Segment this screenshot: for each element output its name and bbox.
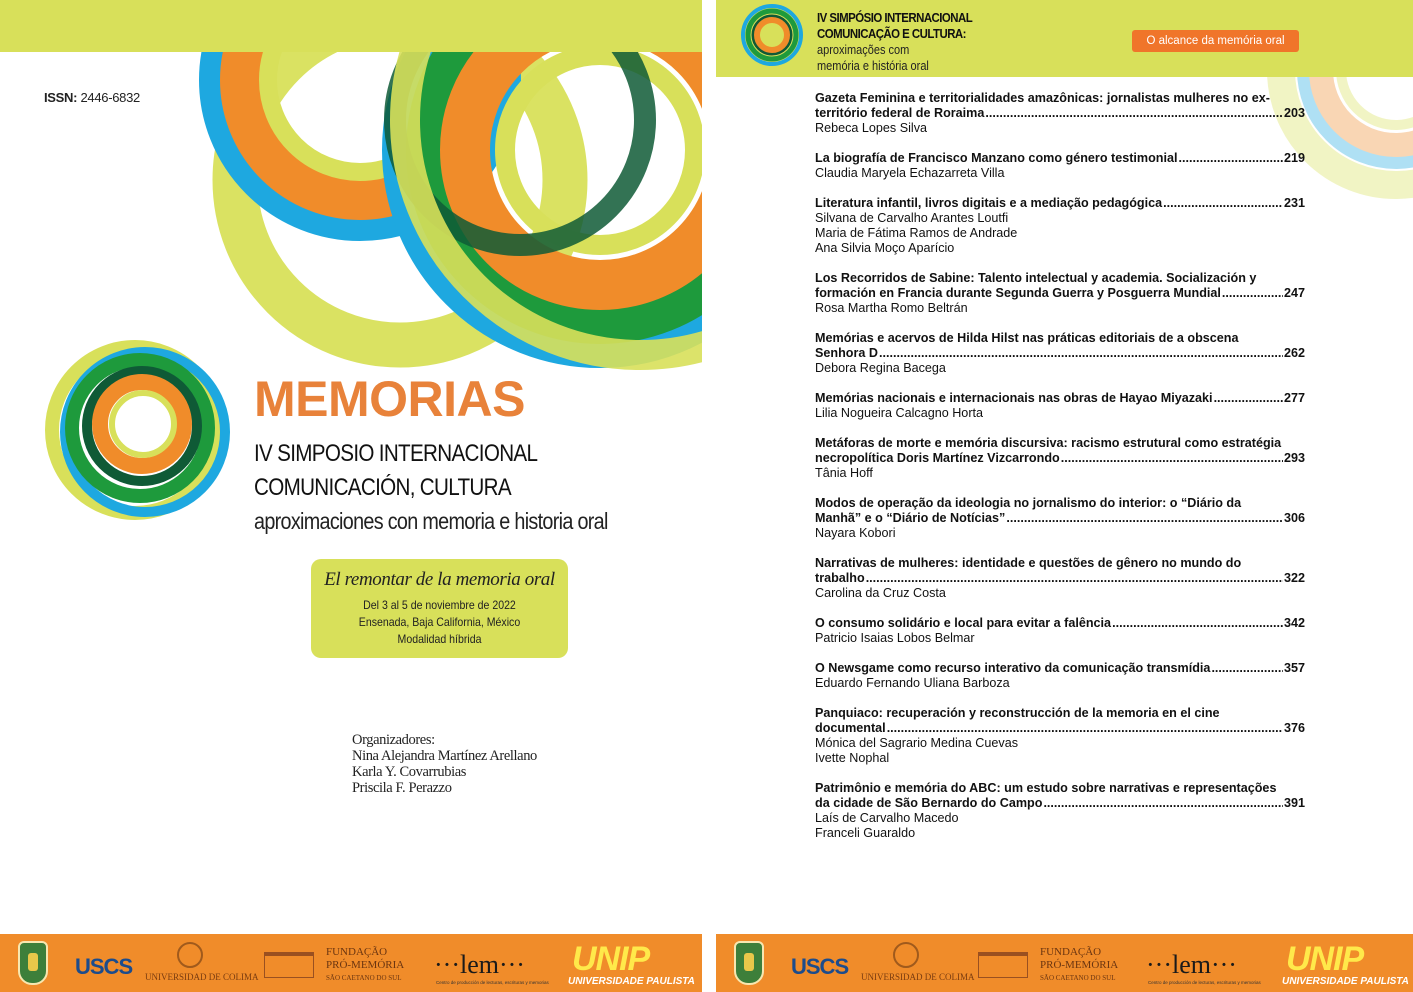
- toc-entry-title: [815, 781, 1305, 811]
- toc-title-line: [815, 616, 1305, 631]
- toc-page-number: 231: [1283, 196, 1305, 210]
- toc-entry[interactable]: [815, 661, 1305, 691]
- toc-title-line: [815, 151, 1305, 166]
- symposium-line-1: IV SIMPOSIO INTERNACIONAL: [254, 440, 538, 467]
- unip-logo-subtitle: UNIVERSIDADE PAULISTA: [1282, 976, 1409, 987]
- toc-page-number: 357: [1283, 661, 1305, 675]
- toc-title-text: da cidade de São Bernardo do Campo: [815, 796, 1043, 810]
- toc-title-line: [815, 796, 1305, 811]
- toc-header-title-line-1: IV SIMPÓSIO INTERNACIONAL: [817, 10, 973, 25]
- toc-leader-dots: [1179, 151, 1283, 166]
- toc-title-text: Memórias e acervos de Hilda Hilst nas práticas editoriais de a obscena: [815, 331, 1239, 345]
- event-info-box: [311, 559, 568, 658]
- toc-entry-author: Nayara Kobori: [815, 526, 896, 540]
- toc-entry[interactable]: [815, 781, 1305, 841]
- page-gutter: [702, 0, 716, 992]
- sponsor-footer: [716, 934, 1413, 992]
- cover-title: MEMORIAS: [254, 371, 525, 427]
- toc-title-text: Literatura infantil, livros digitais e a mediação pedagógica: [815, 196, 1163, 210]
- toc-title-line: [815, 556, 1305, 571]
- toc-title-text: Narrativas de mulheres: identidade e questões de gênero no mundo do: [815, 556, 1242, 570]
- toc-entry-title: [815, 706, 1305, 736]
- fundacao-line-2: PRÓ-MEMÓRIA: [1040, 959, 1119, 971]
- toc-title-line: [815, 286, 1305, 301]
- sponsor-footer: [0, 934, 702, 992]
- toc-entry[interactable]: [815, 91, 1305, 136]
- toc-entry[interactable]: [815, 151, 1305, 181]
- fundacao-line-3: SÃO CAETANO DO SUL: [326, 974, 402, 982]
- toc-page-number: 262: [1283, 346, 1305, 360]
- toc-entry[interactable]: [815, 706, 1305, 766]
- toc-leader-dots: [887, 721, 1283, 736]
- fundacao-logo-text: [1040, 946, 1118, 985]
- ucol-logo-text: UNIVERSIDAD DE COLIMA: [861, 972, 975, 982]
- toc-entry[interactable]: [815, 556, 1305, 601]
- toc-header-subtitle-line-1: aproximações com: [817, 43, 910, 57]
- toc-title-text: O Newsgame como recurso interativo da comunicação transmídia: [815, 661, 1211, 675]
- toc-leader-dots: [866, 571, 1283, 586]
- uabc-shield-logo: [18, 941, 48, 985]
- toc-entry-author: Laís de Carvalho Macedo: [815, 811, 959, 825]
- toc-entry-title: [815, 556, 1305, 586]
- toc-title-line: [815, 91, 1305, 106]
- toc-entry-author: Carolina da Cruz Costa: [815, 586, 946, 600]
- issn: [44, 90, 140, 105]
- toc-entry-title: [815, 271, 1305, 301]
- toc-title-text: necropolítica Doris Martínez Vizcarrondo: [815, 451, 1060, 465]
- organizer-name: Priscila F. Perazzo: [352, 780, 452, 796]
- toc-entry[interactable]: [815, 391, 1305, 421]
- ucol-seal-logo: [177, 942, 203, 968]
- toc-title-line: [815, 451, 1305, 466]
- toc-entry[interactable]: [815, 271, 1305, 316]
- toc-page-number: 293: [1283, 451, 1305, 465]
- toc-leader-dots: [1163, 196, 1283, 211]
- lem-logo-subtitle: Centro de producción de lecturas, escrituras y memorias: [436, 980, 549, 985]
- toc-title-text: Panquiaco: recuperación y reconstrucción de la memoria en el cine: [815, 706, 1220, 720]
- toc-leader-dots: [1112, 616, 1283, 631]
- toc-page-number: 247: [1283, 286, 1305, 300]
- toc-entry-author: Maria de Fátima Ramos de Andrade: [815, 226, 1018, 240]
- lem-logo: ···lem···: [434, 950, 525, 979]
- toc-entry[interactable]: [815, 196, 1305, 256]
- toc-entry-author: Tânia Hoff: [815, 466, 873, 480]
- toc-entry-author: Silvana de Carvalho Arantes Loutfi: [815, 211, 1009, 225]
- table-of-contents: [815, 91, 1305, 856]
- toc-entry-author: Eduardo Fernando Uliana Barboza: [815, 676, 1010, 690]
- unip-logo: UNIP: [572, 940, 650, 978]
- toc-entry-title: [815, 391, 1305, 406]
- organizers-block: [352, 732, 537, 796]
- toc-title-line: [815, 271, 1305, 286]
- toc-header-ring-logo: [740, 3, 804, 67]
- toc-title-text: O consumo solidário e local para evitar a falência: [815, 616, 1112, 630]
- unip-logo: UNIP: [1286, 940, 1364, 978]
- issn-label: ISSN:: [44, 90, 78, 105]
- fundacao-building-logo: [978, 952, 1028, 978]
- toc-entry[interactable]: [815, 496, 1305, 541]
- lem-logo: ···lem···: [1146, 950, 1237, 979]
- fundacao-line-1: FUNDAÇÃO: [1040, 946, 1102, 958]
- toc-title-text: Gazeta Feminina e territorialidades amazônicas: jornalistas mulheres no ex-: [815, 91, 1270, 105]
- toc-title-line: [815, 496, 1305, 511]
- toc-title-text: documental: [815, 721, 886, 735]
- issn-value: 2446-6832: [80, 90, 140, 105]
- toc-entry-title: [815, 331, 1305, 361]
- toc-leader-dots: [985, 106, 1283, 121]
- toc-leader-dots: [879, 346, 1283, 361]
- toc-leader-dots: [1006, 511, 1283, 526]
- toc-entry[interactable]: [815, 331, 1305, 376]
- toc-entry-author: Rosa Martha Romo Beltrán: [815, 301, 968, 315]
- ucol-seal-logo: [893, 942, 919, 968]
- symposium-line-3: aproximaciones con memoria e historia oral: [254, 508, 608, 534]
- fundacao-line-3: SÃO CAETANO DO SUL: [1040, 974, 1116, 982]
- toc-leader-dots: [1211, 661, 1283, 676]
- toc-title-line: [815, 706, 1305, 721]
- toc-entry-author: Mónica del Sagrario Medina Cuevas: [815, 736, 1019, 750]
- toc-entry-author: Ivette Nophal: [815, 751, 890, 765]
- toc-title-text: território federal de Roraima: [815, 106, 985, 120]
- toc-entry-author: Patricio Isaias Lobos Belmar: [815, 631, 975, 645]
- fundacao-logo-text: [326, 946, 404, 985]
- fundacao-line-2: PRÓ-MEMÓRIA: [326, 959, 405, 971]
- toc-page-number: 306: [1283, 511, 1305, 525]
- toc-title-line: [815, 331, 1305, 346]
- toc-header-title-line-2: COMUNICAÇÃO E CULTURA:: [817, 26, 966, 41]
- toc-title-line: [815, 571, 1305, 586]
- toc-leader-dots: [1043, 796, 1283, 811]
- toc-page-number: 376: [1283, 721, 1305, 735]
- event-mode: Modalidad híbrida: [397, 632, 482, 646]
- toc-title-text: La biografía de Francisco Manzano como género testimonial: [815, 151, 1178, 165]
- uscs-logo: USCS: [791, 954, 849, 979]
- toc-leader-dots: [1214, 391, 1283, 406]
- toc-title-text: Modos de operação da ideologia no jornalismo do interior: o “Diário da: [815, 496, 1242, 510]
- fundacao-line-1: FUNDAÇÃO: [326, 946, 388, 958]
- toc-page-number: 277: [1283, 391, 1305, 405]
- uabc-shield-logo: [734, 941, 764, 985]
- toc-page-number: 203: [1283, 106, 1305, 120]
- ucol-logo-text: UNIVERSIDAD DE COLIMA: [145, 972, 259, 982]
- uscs-logo: USCS: [75, 954, 133, 979]
- toc-title-line: [815, 661, 1305, 676]
- toc-title-text: Senhora D: [815, 346, 878, 360]
- toc-page: [716, 0, 1413, 992]
- toc-title-line: [815, 781, 1305, 796]
- toc-leader-dots: [1061, 451, 1283, 466]
- organizer-name: Nina Alejandra Martínez Arellano: [352, 748, 537, 764]
- toc-page-number: 219: [1283, 151, 1305, 165]
- toc-title-line: [815, 511, 1305, 526]
- toc-leader-dots: [1222, 286, 1283, 301]
- toc-title-text: formación en Francia durante Segunda Guerra y Posguerra Mundial: [815, 286, 1221, 300]
- toc-page-number: 322: [1283, 571, 1305, 585]
- lem-logo-subtitle: Centro de producción de lecturas, escrituras y memorias: [1148, 980, 1261, 985]
- toc-title-text: Metáforas de morte e memória discursiva: racismo estrutural como estratégia: [815, 436, 1282, 450]
- toc-entry-title: [815, 91, 1305, 121]
- toc-title-line: [815, 391, 1305, 406]
- toc-entry-author: Franceli Guaraldo: [815, 826, 916, 840]
- cover-small-ring: [52, 347, 225, 513]
- toc-entry-title: [815, 661, 1305, 676]
- organizers-label: Organizadores:: [352, 732, 435, 748]
- toc-entry-title: [815, 196, 1305, 211]
- toc-title-text: Los Recorridos de Sabine: Talento intelectual y academia. Socialización y: [815, 271, 1257, 285]
- cover-page: [0, 0, 702, 992]
- toc-page-number: 391: [1283, 796, 1305, 810]
- toc-title-text: Patrimônio e memória do ABC: um estudo sobre narrativas e representações: [815, 781, 1277, 795]
- toc-title-text: trabalho: [815, 571, 865, 585]
- toc-entry-title: [815, 151, 1305, 166]
- toc-title-text: Manhã” e o “Diário de Notícias”: [815, 511, 1006, 525]
- toc-entry[interactable]: [815, 436, 1305, 481]
- toc-entry-author: Claudia Maryela Echazarreta Villa: [815, 166, 1005, 180]
- event-dates: Del 3 al 5 de noviembre de 2022: [363, 598, 516, 612]
- toc-entry[interactable]: [815, 616, 1305, 646]
- toc-entry-title: [815, 436, 1305, 466]
- toc-header-subtitle-line-2: memória e história oral: [817, 59, 929, 73]
- toc-entry-author: Lilia Nogueira Calcagno Horta: [815, 406, 984, 420]
- toc-entry-author: Debora Regina Bacega: [815, 361, 946, 375]
- toc-title-line: [815, 106, 1305, 121]
- toc-title-line: [815, 721, 1305, 736]
- toc-theme-badge: O alcance da memória oral: [1132, 30, 1299, 52]
- event-place: Ensenada, Baja California, México: [358, 615, 521, 629]
- toc-entry-author: Rebeca Lopes Silva: [815, 121, 928, 135]
- symposium-line-2: COMUNICACIÓN, CULTURA: [254, 474, 511, 501]
- toc-page-number: 342: [1283, 616, 1305, 630]
- toc-title-line: [815, 196, 1305, 211]
- toc-entry-title: [815, 496, 1305, 526]
- toc-title-text: Memórias nacionais e internacionais nas obras de Hayao Miyazaki: [815, 391, 1213, 405]
- event-theme: El remontar de la memoria oral: [324, 569, 555, 590]
- toc-title-line: [815, 436, 1305, 451]
- organizer-name: Karla Y. Covarrubias: [352, 764, 467, 780]
- toc-entry-author: Ana Silvia Moço Aparício: [815, 241, 955, 255]
- unip-logo-subtitle: UNIVERSIDADE PAULISTA: [568, 976, 695, 987]
- fundacao-building-logo: [264, 952, 314, 978]
- toc-title-line: [815, 346, 1305, 361]
- toc-entry-title: [815, 616, 1305, 631]
